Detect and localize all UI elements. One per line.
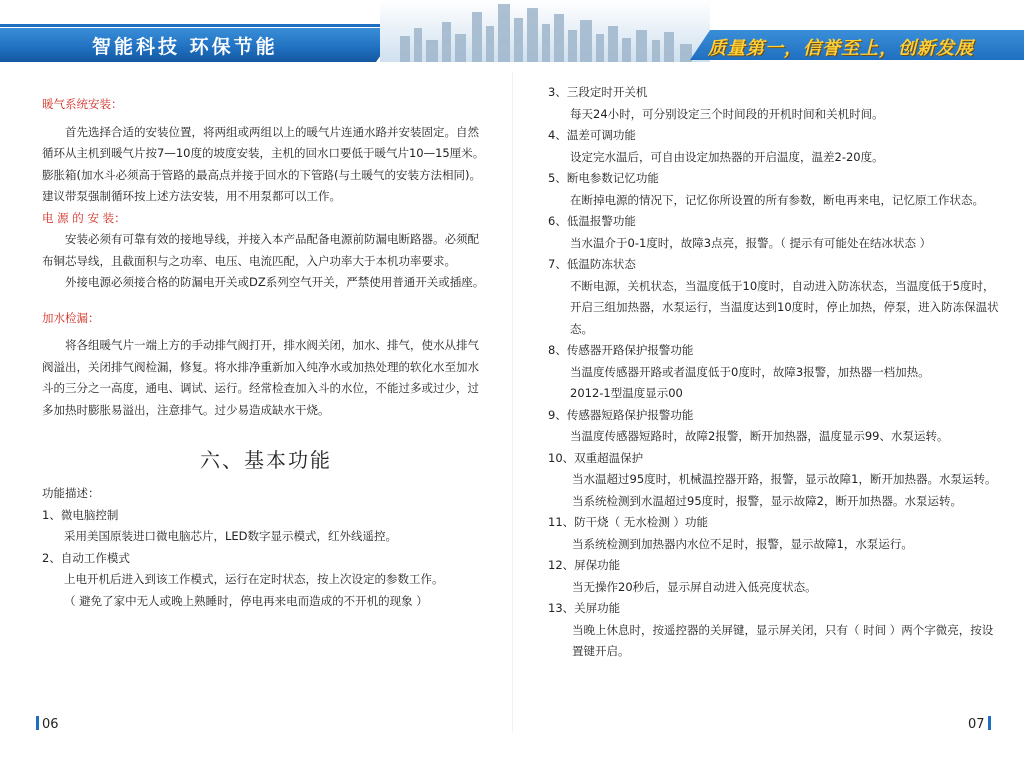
heating-install-heading: 暖气系统安装： (42, 97, 123, 111)
function-2-text-1: 上电开机后进入到该工作模式，运行在定时状态，按上次设定的参数工作。 (64, 572, 444, 586)
function-11-text: 当系统检测到加热器内水位不足时，报警，显示故障1，水泵运行。 (572, 536, 913, 551)
power-install-text-1: 安装必须有可靠有效的接地导线，并接入本产品配备电源前防漏电断路器。必须配布铜芯导线，且截面积与之功率、电压、电流匹配，入户功率大于本机功率要求。 (42, 232, 479, 268)
header-right-slogan: 质量第一，信誉至上，创新发展 (708, 38, 974, 59)
function-13-text: 当晚上休息时，按遥控器的关屏键，显示屏关闭，只有（ 时间 ）两个字微亮，按设置键开启。 (572, 622, 994, 658)
function-desc-label: 功能描述： (42, 486, 100, 500)
page-number-marker (988, 716, 991, 730)
function-8-title: 8、传感器开路保护报警功能 (548, 343, 694, 357)
function-8-text-2: 2012-1型温度显示00 (570, 386, 683, 400)
function-11-title: 11、防干烧（ 无水检测 ）功能 (548, 515, 708, 529)
function-10-title: 10、双重超温保护 (548, 450, 644, 465)
function-7-text: 不断电源，关机状态，当温度低于10度时，自动进入防冻状态，当温度低于5度时，开启三组加热器，水泵运行，当温度达到10度时，停止加热，停泵，进入防冻保温状态。 (570, 278, 999, 336)
power-install-heading: 电 源 的 安 装： (42, 210, 126, 225)
water-leak-heading: 加水检漏： (42, 310, 100, 325)
header-left-slogan: 智能科技 环保节能 (92, 36, 278, 58)
function-2-text-2: （ 避免了家中无人或晚上熟睡时，停电再来电而造成的不开机的现象 ） (64, 593, 428, 608)
city-skyline-image (380, 0, 710, 62)
function-9-title: 9、传感器短路保护报警功能 (548, 407, 694, 422)
function-6-text: 当水温介于0-1度时，故障3点亮，报警。（ 提示有可能处在结冰状态 ） (570, 235, 932, 250)
heating-install-text: 首先选择合适的安装位置，将两组或两组以上的暖气片连通水路并安装固定。自然循环从主机到暖气片按7—10度的坡度安装，主机的回水口要低于暖气片10—15厘米。膨胀箱(加水斗必须高于管路的最高点并接于回水的下管路(与土暖气的安装方法相同)。建议带泵强制循环按上述方法安装，用不用泵都可以工作。 (42, 124, 485, 203)
function-4-title: 4、温差可调功能 (548, 128, 636, 142)
right-page-content (548, 82, 1000, 663)
function-13-title: 13、关屏功能 (548, 601, 621, 615)
page-fold (512, 72, 513, 732)
function-12-text: 当无操作20秒后，显示屏自动进入低亮度状态。 (572, 579, 817, 594)
function-6-title: 6、低温报警功能 (548, 214, 636, 228)
function-5-title: 5、断电参数记忆功能 (548, 171, 659, 185)
page-number-right (968, 716, 991, 732)
page-header (0, 0, 1024, 68)
function-1-text: 采用美国原装进口微电脑芯片，LED数字显示模式，红外线遥控。 (64, 529, 398, 543)
section-title: 六、基本功能 (200, 448, 332, 472)
header-left-line (0, 24, 420, 27)
function-10-text: 当水温超过95度时，机械温控器开路，报警，显示故障1，断开加热器。水泵运转。当系统检测到水温超过95度时，报警，显示故障2，断开加热器。水泵运转。 (572, 472, 997, 508)
left-page-content (42, 94, 490, 612)
function-3-title: 3、三段定时开关机 (548, 85, 648, 99)
page-number-left (36, 716, 59, 732)
function-3-text: 每天24小时，可分别设定三个时间段的开机时间和关机时间。 (570, 106, 884, 121)
function-4-text: 设定完水温后，可自由设定加热器的开启温度，温差2-20度。 (570, 149, 884, 164)
function-7-title: 7、低温防冻状态 (548, 257, 636, 271)
function-8-text-1: 当温度传感器开路或者温度低于0度时，故障3报警，加热器一档加热。 (570, 364, 930, 379)
power-install-text-2: 外接电源必须接合格的防漏电开关或DZ系列空气开关，严禁使用普通开关或插座。 (65, 275, 485, 289)
function-9-text: 当温度传感器短路时，故障2报警，断开加热器，温度显示99、水泵运转。 (570, 429, 949, 443)
page-number-left-text: 06 (42, 717, 59, 732)
function-5-text: 在断掉电源的情况下，记忆你所设置的所有参数，断电再来电，记忆原工作状态。 (570, 192, 984, 207)
function-12-title: 12、屏保功能 (548, 558, 621, 572)
water-leak-text: 将各组暖气片一端上方的手动排气阀打开，排水阀关闭，加水、排气，使水从排气阀溢出，关闭排气阀检漏，修复。将水排净重新加入纯净水或加热处理的软化水至加水斗的三分之一高度，通电、调试、运行。经常检查加入斗的水位，不能过多或过少，过多加热时膨胀易溢出，注意排气。过少易造成缺水干烧。 (42, 338, 479, 417)
page-number-marker (36, 716, 39, 730)
page-number-right-text: 07 (968, 717, 985, 732)
function-1-title: 1、微电脑控制 (42, 507, 119, 522)
function-2-title: 2、自动工作模式 (42, 550, 130, 565)
